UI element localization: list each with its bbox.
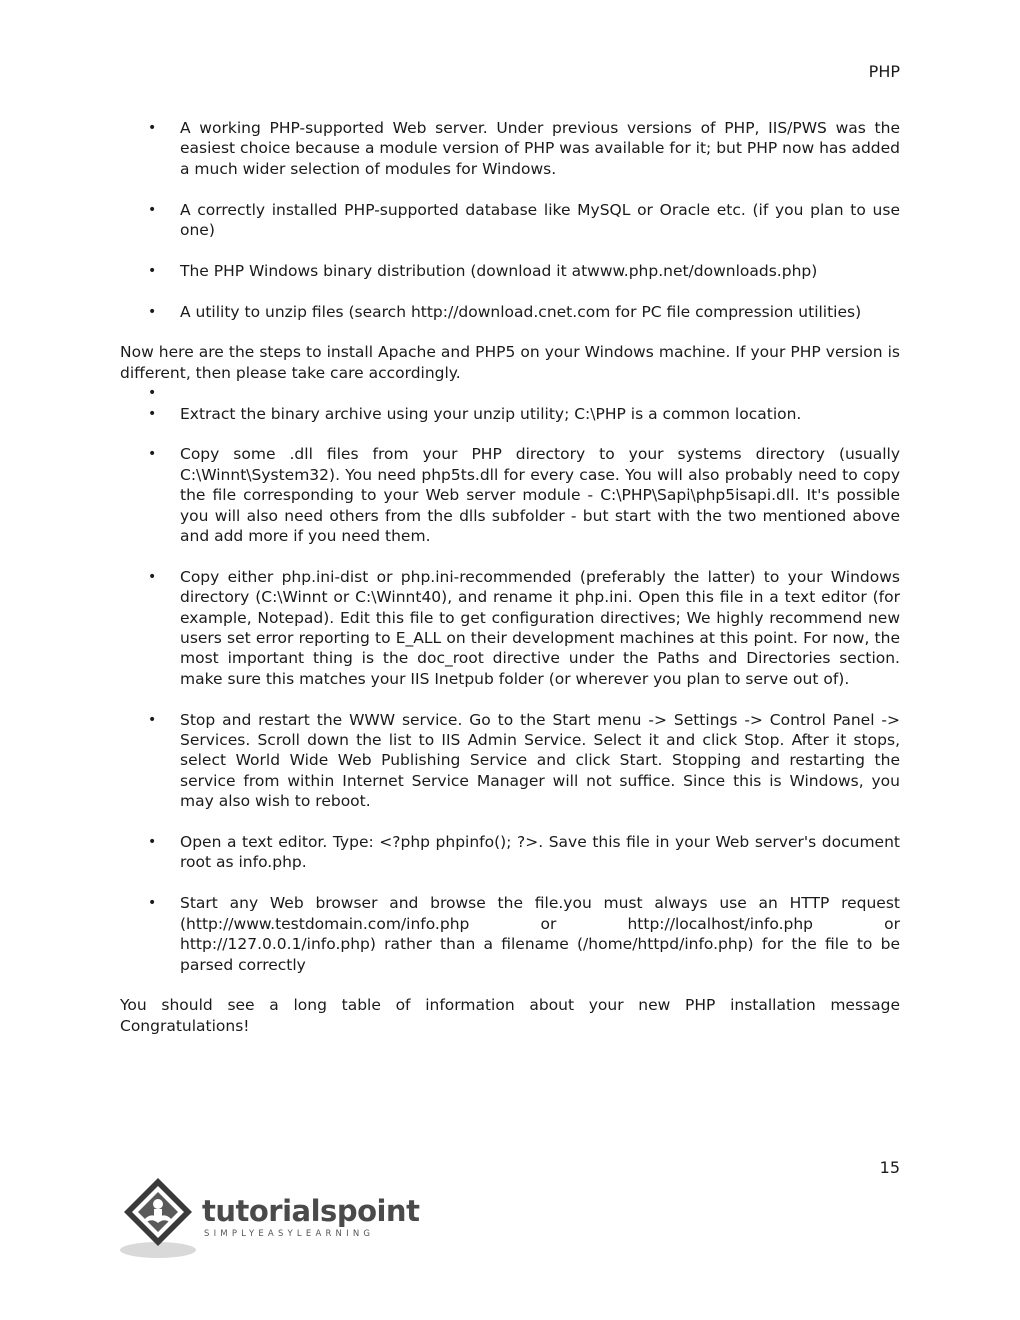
requirements-list	[120, 118, 900, 322]
logo-wordmark: tutorialspoint	[202, 1194, 420, 1228]
list-item: • Open a text editor. Type: <?php phpinfo(); ?>. Save this file in your Web server's document root as info.php.	[148, 833, 900, 872]
bullet-icon: •	[148, 405, 157, 422]
bullet-icon: •	[148, 262, 157, 279]
steps-list	[120, 383, 900, 975]
bullet-icon: •	[148, 711, 157, 728]
intro-paragraph: Now here are the steps to install Apache and PHP5 on your Windows machine. If your PHP version is different, then please take care accordingly.	[120, 343, 900, 382]
list-item: • Copy some .dll files from your PHP directory to your systems directory (usually C:\Winnt\System32). You need php5ts.dll for every case. You will also probably need to copy the file corresponding to your Web server module - C:\PHP\Sapi\php5isapi.dll. It's possible you will also need others from the dlls subfolder - but start with the two mentioned above and add more if you need them.	[148, 445, 900, 546]
list-item: • Extract the binary archive using your unzip utility; C:\PHP is a common location.	[148, 404, 802, 423]
page-header-title: PHP	[868, 62, 900, 81]
bullet-icon: •	[148, 120, 157, 136]
page-content	[120, 118, 900, 1036]
page-number: 15	[879, 1158, 900, 1177]
logo-emblem-icon	[118, 1172, 208, 1264]
bullet-icon: •	[148, 895, 157, 912]
bullet-icon: •	[148, 834, 157, 851]
conclusion-paragraph: You should see a long table of information about your new PHP installation message Congratulations!	[120, 996, 900, 1035]
bullet-icon: •	[148, 446, 157, 463]
list-item: • A correctly installed PHP-supported database like MySQL or Oracle etc. (if you plan to use one)	[148, 200, 900, 240]
tutorialspoint-logo	[118, 1172, 418, 1264]
list-item: • Start any Web browser and browse the file.you must always use an HTTP request (http://www.testdomain.com/info.php or http://localhost/info.php or http://127.0.0.1/info.php) rather than a filename (/home/httpd/info.php) for the file to be parsed correctly	[148, 894, 900, 974]
bullet-icon: •	[148, 201, 157, 218]
list-item: • A working PHP-supported Web server. Under previous versions of PHP, IIS/PWS was the easiest choice because a module version of PHP was available for it; but PHP now has added a much wider selection of modules for Windows.	[148, 119, 900, 178]
bullet-icon: •	[148, 568, 157, 585]
list-item: • A utility to unzip files (search http://download.cnet.com for PC file compression utilities)	[148, 302, 862, 321]
list-item: • The PHP Windows binary distribution (download it atwww.php.net/downloads.php)	[148, 261, 818, 280]
bullet-icon: •	[148, 303, 157, 320]
logo-tagline: SIMPLYEASYLEARNING	[204, 1229, 375, 1239]
list-item	[120, 383, 900, 403]
bullet-icon: •	[148, 385, 157, 402]
list-item: • Copy either php.ini-dist or php.ini-recommended (preferably the latter) to your Windows directory (C:\Winnt or C:\Winnt40), and rename it php.ini. Open this file in a text editor (for example, Notepad). Edit this file to get configuration directives; We highly recommend new users set error reporting to E_ALL on their development machines at this point. For now, the most important thing is the doc_root directive under the Paths and Directories section. make sure this matches your IIS Inetpub folder (or wherever you plan to serve out of).	[148, 567, 900, 688]
list-item: • Stop and restart the WWW service. Go to the Start menu -> Settings -> Control Panel -> Services. Scroll down the list to IIS Admin Service. Select it and click Stop. After it stops, select World Wide Web Publishing Service and click Start. Stopping and restarting the service from within Internet Service Manager will not suffice. Since this is Windows, you may also wish to reboot.	[148, 710, 900, 811]
